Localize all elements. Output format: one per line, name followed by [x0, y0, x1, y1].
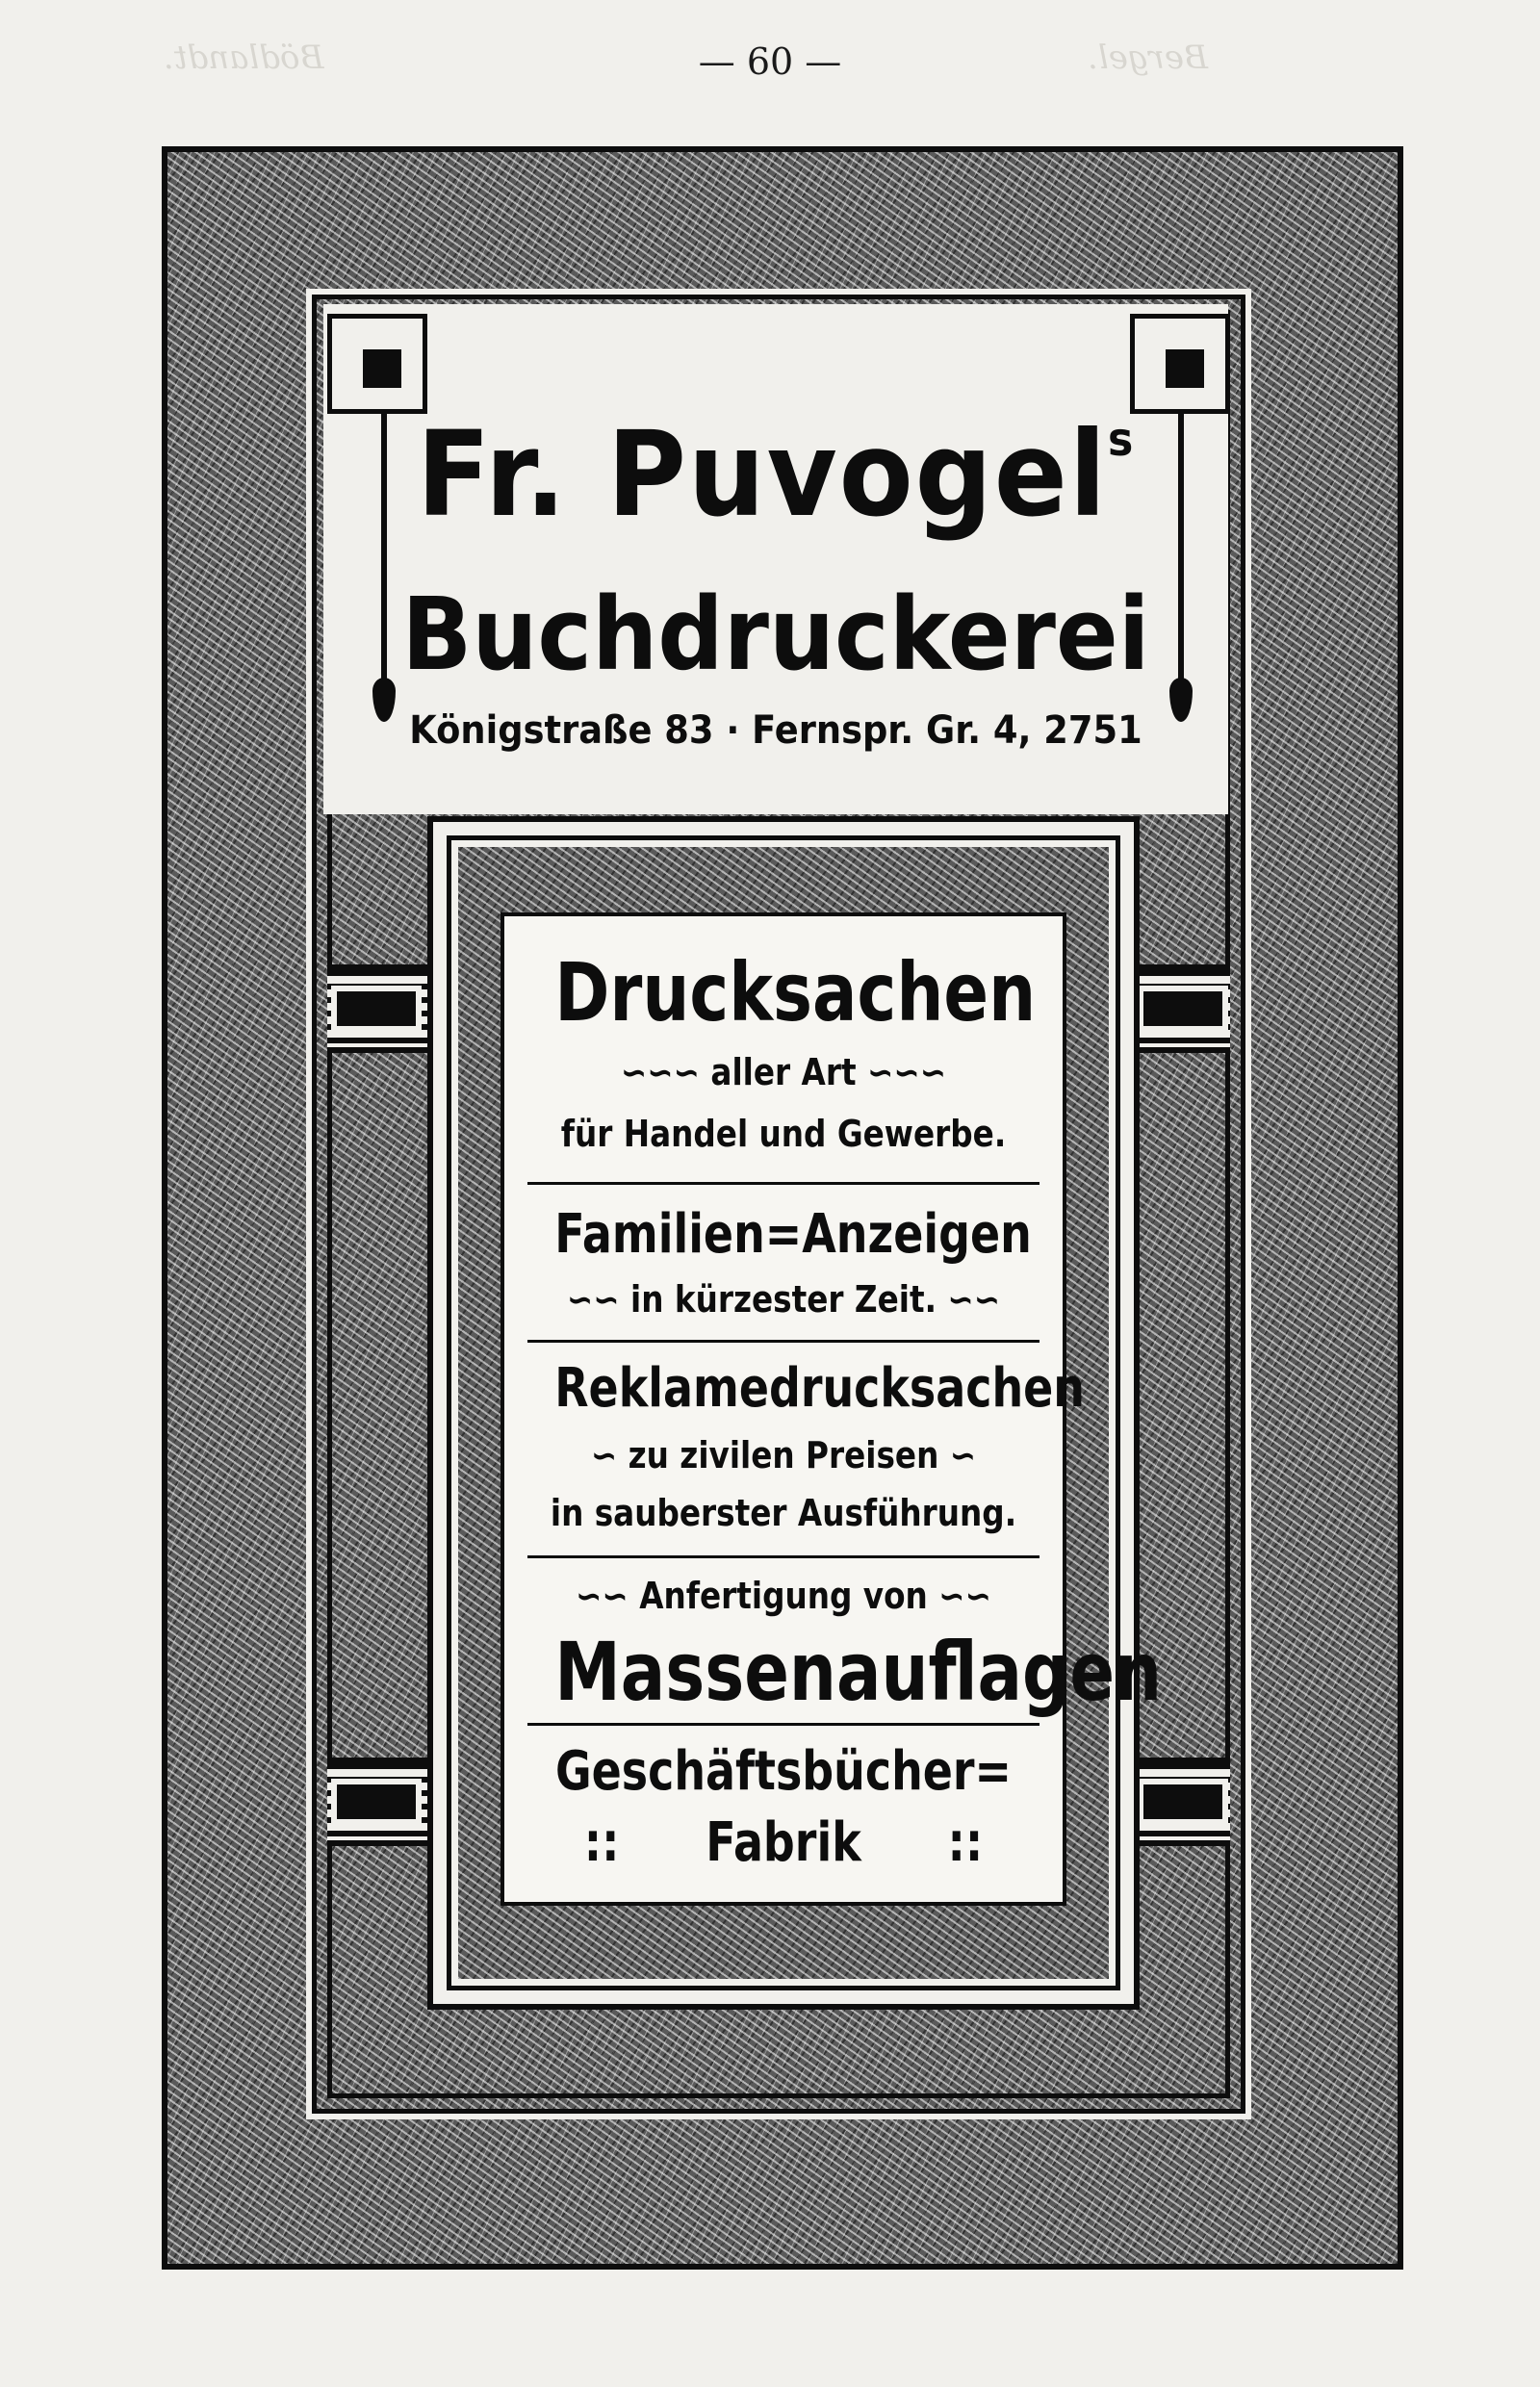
- firm-name-superscript: s: [1108, 413, 1136, 467]
- firm-name: [360, 406, 1193, 543]
- firm-name-text: Fr. Puvogel: [416, 406, 1109, 543]
- ornament-left: ∽: [590, 1434, 618, 1476]
- ornament-right: ∽∽: [947, 1278, 1001, 1321]
- corner-ornament-right: [1130, 314, 1230, 414]
- ad-line-geschaeftsbuecher: Geschäftsbücher=: [554, 1740, 1013, 1803]
- ad-line-familien-anzeigen: Familien=Anzeigen: [554, 1203, 1032, 1266]
- ad-panel: [500, 912, 1163, 1906]
- ad-rule: [527, 1723, 1040, 1726]
- side-band-lower-right: [1140, 1758, 1230, 1846]
- corner-ornament-left: [327, 314, 427, 414]
- ad-line-text: aller Art: [710, 1051, 857, 1093]
- show-through-text-left: Bödlandt.: [164, 38, 324, 77]
- drop-ornament-left: [381, 414, 387, 683]
- ornament-right: ∽∽: [938, 1575, 991, 1617]
- ad-line-kuerzester-zeit: [544, 1278, 1024, 1321]
- ad-line-text: in kürzester Zeit.: [630, 1278, 937, 1321]
- ad-line-drucksachen: Drucksachen: [554, 945, 1037, 1040]
- side-band-lower-left: [327, 1758, 427, 1846]
- ad-rule: [527, 1555, 1040, 1558]
- ad-line-handel-gewerbe: für Handel und Gewerbe.: [560, 1113, 1007, 1155]
- ad-line-sauberster-ausfuehrung: in sauberster Ausführung.: [550, 1492, 1017, 1534]
- ad-line-text: Anfertigung von: [639, 1575, 928, 1617]
- show-through-text-right: Bergel.: [1088, 38, 1208, 77]
- ad-line-zivilen-preisen: [544, 1434, 1024, 1476]
- ad-line-fabrik: [554, 1811, 1013, 1874]
- ad-rule: [527, 1182, 1040, 1185]
- ornament-right: ::: [947, 1811, 984, 1874]
- firm-address: Königstraße 83 · Fernspr. Gr. 4, 2751: [409, 708, 1142, 753]
- ornament-left: ∽∽: [566, 1278, 620, 1321]
- ad-line-aller-art: [544, 1051, 1024, 1093]
- ornament-left: ∽∽∽: [620, 1051, 701, 1093]
- drop-ornament-right: [1178, 414, 1184, 683]
- ad-line-anfertigung: [544, 1575, 1024, 1617]
- page-number: — 60 —: [698, 40, 842, 83]
- side-band-upper-left: [327, 964, 427, 1053]
- ornament-right: ∽: [949, 1434, 977, 1476]
- ad-rule: [527, 1340, 1040, 1343]
- ornament-left: ∽∽: [576, 1575, 629, 1617]
- ornament-right: ∽∽∽: [866, 1051, 947, 1093]
- ad-line-text: zu zivilen Preisen: [628, 1434, 939, 1476]
- ad-line-text: Fabrik: [706, 1811, 861, 1874]
- side-band-upper-right: [1140, 964, 1230, 1053]
- ornament-left: ::: [583, 1811, 620, 1874]
- ad-line-massenauflagen: Massenauflagen: [554, 1625, 1163, 1719]
- firm-trade: Buchdruckerei: [401, 576, 1150, 693]
- ad-line-reklamedrucksachen: Reklamedrucksachen: [554, 1357, 1085, 1420]
- title-area: [323, 304, 1228, 814]
